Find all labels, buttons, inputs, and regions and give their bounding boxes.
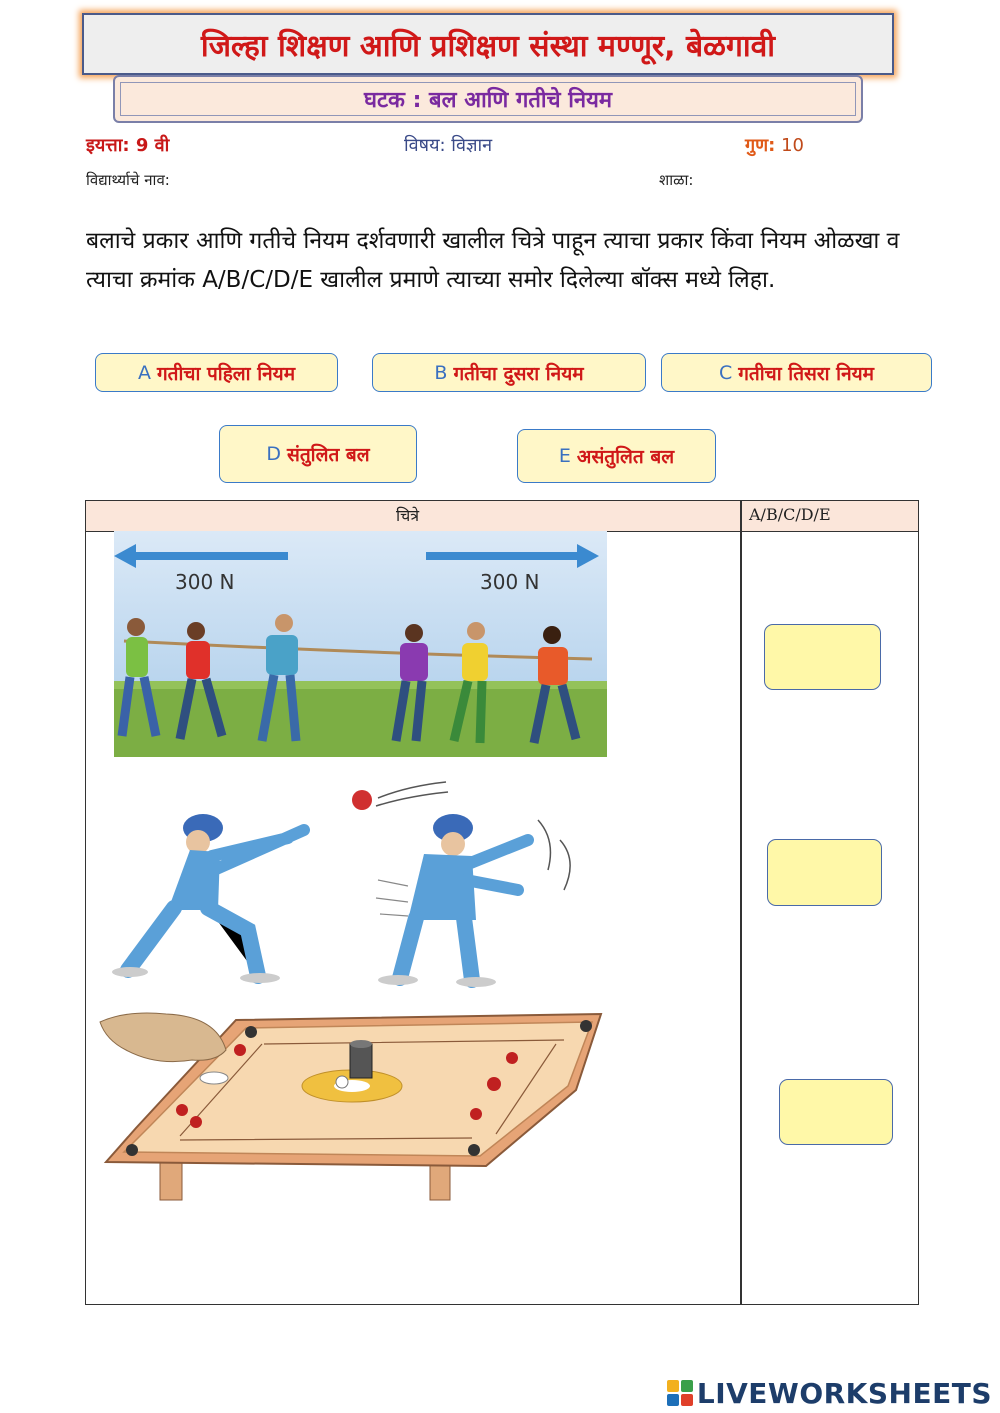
option-e <box>517 429 716 483</box>
answer-box-1[interactable] <box>764 624 881 690</box>
marks-label: गुण: <box>745 135 776 156</box>
option-b <box>372 353 646 392</box>
liveworksheets-watermark <box>667 1376 992 1410</box>
option-label: गतीचा पहिला नियम <box>156 362 296 385</box>
fielder-reaching <box>112 814 304 983</box>
watermark-text: LIVEWORKSHEETS <box>696 1376 992 1410</box>
option-d <box>219 425 417 483</box>
title-banner <box>82 13 894 75</box>
carrom-board-image <box>96 1010 604 1202</box>
ball-icon <box>352 790 372 810</box>
right-force-label: 300 N <box>480 570 540 594</box>
striker-icon <box>200 1072 228 1084</box>
unit-title: घटक : बल आणि गतीचे नियम <box>363 88 613 113</box>
option-label: असंतुलित बल <box>576 446 675 468</box>
table-column-divider <box>740 500 742 1305</box>
marks <box>745 133 804 157</box>
tug-of-war-image <box>114 531 607 757</box>
option-label: गतीचा तिसरा नियम <box>738 362 875 385</box>
option-letter: B <box>434 361 448 384</box>
option-label: गतीचा दुसरा नियम <box>453 362 584 385</box>
liveworksheets-logo-icon <box>667 1380 693 1406</box>
option-c <box>661 353 932 392</box>
student-name-label: विद्यार्थ्याचे नाव: <box>86 171 170 189</box>
option-a <box>95 353 338 392</box>
fielder-catching <box>376 814 570 987</box>
answer-box-3[interactable] <box>779 1079 893 1145</box>
grade-label: इयत्ता: 9 वी <box>86 135 170 156</box>
unit-banner <box>113 75 863 123</box>
marks-value: 10 <box>781 135 804 156</box>
instructions-text: बलाचे प्रकार आणि गतीचे नियम दर्शवणारी खालील चित्रे पाहून त्याचा प्रकार किंवा नियम ओळखा व त्याचा क्रमांक A/B/C/D/E खालील प्रमाणे त्याच्या समोर दिलेल्या बॉक्स मध्ये लिहा. <box>86 228 900 293</box>
institute-title: जिल्हा शिक्षण आणि प्रशिक्षण संस्था मण्णूर, बेळगावी <box>200 28 776 64</box>
school-label: शाळा: <box>659 171 694 189</box>
subject-label: विषय: विज्ञान <box>404 135 493 156</box>
cricket-catch-image <box>108 780 598 990</box>
answer-box-2[interactable] <box>767 839 882 906</box>
col-header-answer: A/B/C/D/E <box>749 505 831 524</box>
option-letter: E <box>558 445 571 467</box>
option-letter: D <box>266 443 281 465</box>
option-label: संतुलित बल <box>286 444 370 466</box>
left-force-label: 300 N <box>175 570 235 594</box>
option-letter: A <box>137 361 151 384</box>
col-header-pictures: चित्रे <box>396 506 420 525</box>
option-letter: C <box>718 361 733 384</box>
